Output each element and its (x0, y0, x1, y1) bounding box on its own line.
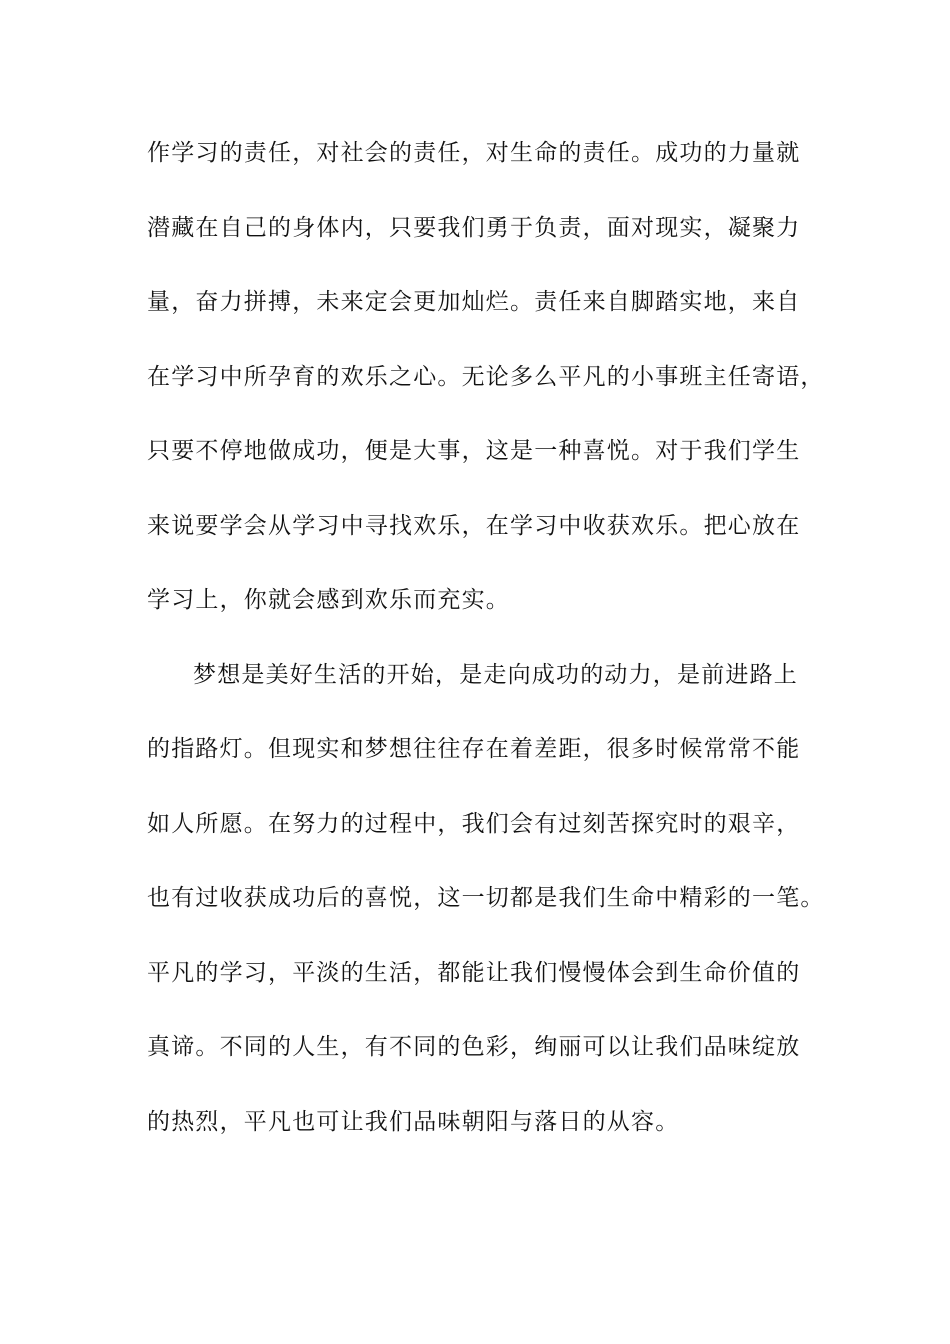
text-line: 也有过收获成功后的喜悦，这一切都是我们生命中精彩的一笔。 (147, 885, 825, 911)
document-body (147, 130, 825, 1173)
paragraph-1 (147, 130, 825, 652)
text-line: 作学习的责任，对社会的责任，对生命的责任。成功的力量就 (147, 140, 801, 166)
text-line: 量，奋力拼搏，未来定会更加灿烂。责任来自脚踏实地，来自 (147, 289, 801, 315)
text-line: 如人所愿。在努力的过程中，我们会有过刻苦探究时的艰辛， (147, 810, 801, 837)
paragraph-2 (147, 652, 825, 1174)
text-line: 潜藏在自己的身体内，只要我们勇于负责，面对现实，凝聚力 (147, 214, 801, 241)
text-line: 只要不停地做成功，便是大事，这是一种喜悦。对于我们学生 (147, 438, 801, 464)
text-line: 真谛。不同的人生，有不同的色彩，绚丽可以让我们品味绽放 (147, 1034, 801, 1060)
text-line: 梦想是美好生活的开始，是走向成功的动力，是前进路上 (193, 661, 798, 688)
text-line: 的指路灯。但现实和梦想往往存在着差距，很多时候常常不能 (147, 736, 801, 762)
text-line: 学习上，你就会感到欢乐而充实。 (147, 587, 510, 613)
text-line: 平凡的学习，平淡的生活，都能让我们慢慢体会到生命价值的 (147, 959, 801, 986)
text-line: 的热烈，平凡也可让我们品味朝阳与落日的从容。 (147, 1108, 680, 1135)
text-line: 来说要学会从学习中寻找欢乐，在学习中收获欢乐。把心放在 (147, 512, 801, 539)
text-line: 在学习中所孕育的欢乐之心。无论多么平凡的小事班主任寄语， (147, 363, 825, 390)
